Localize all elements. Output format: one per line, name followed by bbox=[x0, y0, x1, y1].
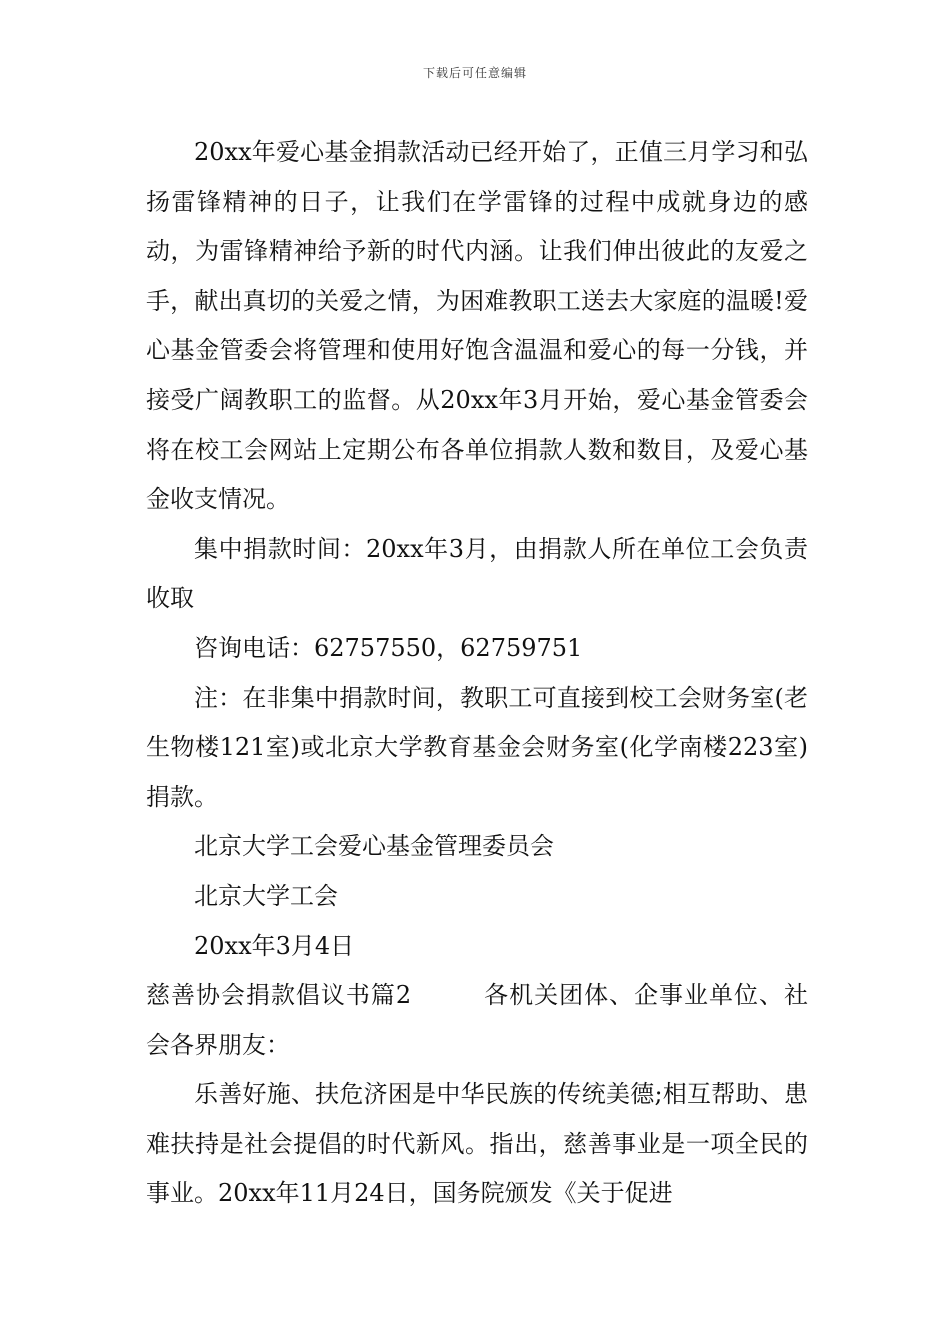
section2-salutation: 各机关团体、企事业单位、社会各界朋友： bbox=[146, 981, 808, 1059]
signature-date: 20xx年3月4日 bbox=[194, 931, 355, 960]
intro-paragraph: 20xx年爱心基金捐款活动已经开始了，正值三月学习和弘扬雷锋精神的日子，让我们在学雷锋的过程中成就身边的感动，为雷锋精神给予新的时代内涵。让我们伸出彼此的友爱之手，献出真切的关爱之情，为困难教职工送去大家庭的温暖!爱心基金管委会将管理和使用好饱含温温和爱心的每一分钱，并接受广阔教职工的监督。从20xx年3月开始，爱心基金管委会将在校工会网站上定期公布各单位捐款人数和数目，及爱心基金收支情况。 bbox=[146, 138, 808, 514]
page-header-note: 下载后可任意编辑 bbox=[422, 66, 527, 80]
section2-title: 慈善协会捐款倡议书篇2 bbox=[146, 981, 412, 1010]
signature-committee: 北京大学工会爱心基金管理委员会 bbox=[194, 832, 554, 861]
signature-union: 北京大学工会 bbox=[194, 881, 338, 910]
contact-phone-paragraph: 咨询电话：62757550，62759751 bbox=[194, 633, 583, 662]
document-body bbox=[146, 128, 808, 1219]
charity-paragraph: 乐善好施、扶危济困是中华民族的传统美德;相互帮助、患难扶持是社会提倡的时代新风。指出，慈善事业是一项全民的事业。20xx年11月24日，国务院颁发《关于促进 bbox=[146, 1080, 808, 1208]
section2-heading-paragraph bbox=[146, 971, 808, 1070]
note-paragraph: 注：在非集中捐款时间，教职工可直接到校工会财务室(老生物楼121室)或北京大学教育基金会财务室(化学南楼223室)捐款。 bbox=[146, 683, 808, 811]
donation-time-paragraph: 集中捐款时间：20xx年3月，由捐款人所在单位工会负责收取 bbox=[146, 534, 808, 613]
